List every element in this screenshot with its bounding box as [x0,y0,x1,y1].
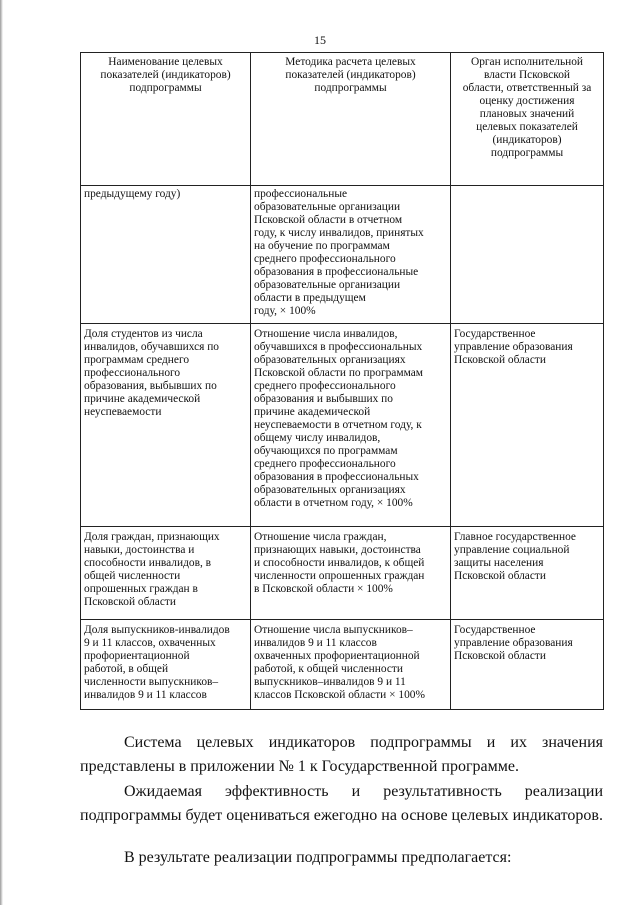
paragraph-effectiveness [80,780,603,828]
table-row [81,186,604,324]
page-number: 15 [314,33,326,47]
calculation-method-cell: Отношение числа выпускников– инвалидов 9 и 11 классов охваченных профориентационной работой, к общей численности выпускников–инвалидов 9 и 11 классов Псковской области × 100% [251,620,451,710]
header-indicator-name: Наименование целевых показателей (индикаторов) подпрограммы [81,53,251,186]
paragraph-expected-results [80,846,603,870]
indicator-name-cell: Доля граждан, признающих навыки, достоинства и способности инвалидов, в общей численности опрошенных граждан в Псковской области [81,527,251,620]
indicator-name-cell: предыдущему году) [81,186,251,324]
paragraph-indicators-system [80,731,603,779]
indicator-name-cell: Доля выпускников-инвалидов 9 и 11 классов, охваченных профориентационной работой, в общей численности выпускников– инвалидов 9 и 11 классов [81,620,251,710]
responsible-authority-cell [451,186,604,324]
calculation-method-cell: Отношение числа граждан, признающих навыки, достоинства и способности инвалидов, к общей численности опрошенных граждан в Псковской области × 100% [251,527,451,620]
header-responsible-authority: Орган исполнительной власти Псковской области, ответственный за оценку достижения плановых значений целевых показателей (индикаторов) подпрограммы [451,53,604,186]
paragraph-text: Система целевых индикаторов подпрограммы и их значения представлены в приложении № 1 к Государственной программе. [80,734,603,775]
responsible-authority-cell: Государственное управление образования Псковской области [451,324,604,527]
table-row [81,620,604,710]
responsible-authority-cell: Главное государственное управление социальной защиты населения Псковской области [451,527,604,620]
table-row [81,324,604,527]
calculation-method-cell: Отношение числа инвалидов, обучавшихся в профессиональных образовательных организациях Псковской области по программам среднего профессионального образования и выбывших по причине академической неуспеваемости в отчетном году, к общему числу инвалидов, обучающихся по программам среднего профессионального образования в профессиональных образовательных организациях области в отчетном году, × 100% [251,324,451,527]
table-header-row [81,53,604,186]
calculation-method-cell: профессиональные образовательные организации Псковской области в отчетном году, к числу инвалидов, принятых на обучение по программам среднего профессионального образования в профессиональные образовательные организации области в предыдущем году, × 100% [251,186,451,324]
scan-edge [0,0,3,905]
paragraph-text: В результате реализации подпрограммы предполагается: [124,849,512,866]
header-calculation-method: Методика расчета целевых показателей (индикаторов) подпрограммы [251,53,451,186]
indicator-name-cell: Доля студентов из числа инвалидов, обучавшихся по программам среднего профессионального образования, выбывших по причине академической неуспеваемости [81,324,251,527]
responsible-authority-cell: Государственное управление образования Псковской области [451,620,604,710]
table-row [81,527,604,620]
indicators-table [80,52,604,710]
paragraph-text: Ожидаемая эффективность и результативность реализации подпрограммы будет оцениваться ежегодно на основе целевых индикаторов. [80,783,603,824]
